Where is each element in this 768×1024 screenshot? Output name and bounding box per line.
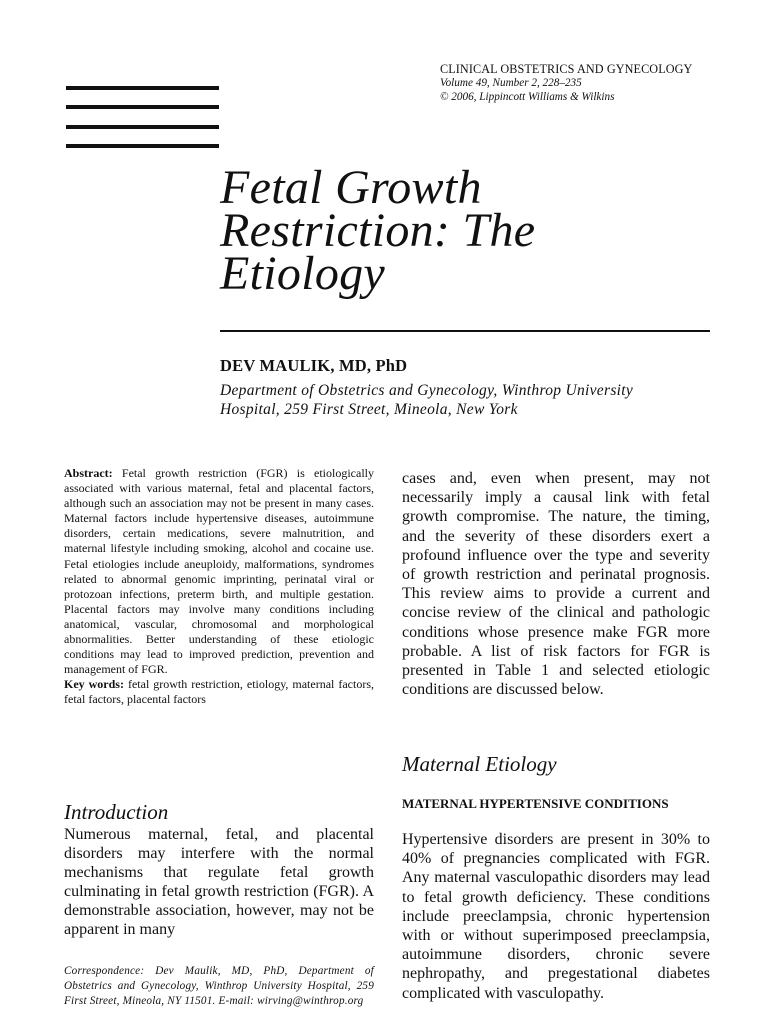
subsection-text: Hypertensive disorders are present in 30% to 40% of pregnancies complicated with FGR. Any maternal vasculopathic disorders may lead to fetal growth deficiency. These conditions include preeclampsia, chronic hypertension with or without superimposed preeclampsia, autoimmune disorders, chronic severe nephropathy, and pregestational diabetes complicated with vasculopathy.	[402, 831, 710, 1002]
abstract	[64, 466, 374, 708]
subsection-heading: MATERNAL HYPERTENSIVE CONDITIONS	[402, 796, 669, 811]
decorative-bar	[66, 86, 219, 90]
title-line: Etiology	[220, 247, 386, 300]
section-heading: Maternal Etiology	[402, 752, 557, 776]
author-affiliation	[220, 381, 720, 419]
continuation-text: cases and, even when present, may not necessarily imply a causal link with fetal growth compromise. The nature, the timing, and the severity of these disorders exert a profound influence over the type and severity of growth restriction and perinatal prognosis. This review aims to provide a current and concise review of the clinical and pathologic conditions whose presence make FGR more probable. A list of risk factors for FGR is presented in Table 1 and selected etiologic conditions are discussed below.	[402, 470, 710, 699]
decorative-bar	[66, 144, 219, 148]
abstract-label: Abstract:	[64, 466, 113, 480]
journal-volume: Volume 49, Number 2, 228–235	[440, 77, 582, 89]
affiliation-line: Department of Obstetrics and Gynecology, Winthrop University	[220, 382, 634, 399]
abstract-text: Fetal growth restriction (FGR) is etiologically associated with various maternal, fetal and placental factors, although such an association may not be present in many cases. Maternal factors include hypertensive diseases, autoimmune disorders, certain medications, severe malnutrition, and maternal lifestyle including smoking, alcohol and cocaine use. Fetal etiologies include aneuploidy, malformations, syndromes related to abnormal genomic imprinting, perinatal viral or protozoan infections, preterm birth, and multiple gestation. Placental factors may involve many conditions including anatomical, vascular, chromosomal and morphological abnormalities. Better understanding of these etiologic conditions may lead to improved prediction, prevention and management of FGR.	[64, 466, 374, 677]
introduction-text: Numerous maternal, fetal, and placental disorders may interfere with the normal mechanisms that regulate fetal growth culminating in fetal growth restriction (FGR). A demonstrable association, however, may not be apparent in many	[64, 826, 374, 938]
article-title	[220, 161, 720, 300]
journal-header	[440, 62, 740, 104]
journal-name: CLINICAL OBSTETRICS AND GYNECOLOGY	[440, 62, 693, 76]
keywords-text: fetal growth restriction, etiology, maternal factors, fetal factors, placental factors	[64, 677, 375, 707]
correspondence-note: Correspondence: Dev Maulik, MD, PhD, Department of Obstetrics and Gynecology, Winthrop University Hospital, 259 First Street, Mineola, NY 11501. E-mail: wirving@winthrop.org	[64, 965, 374, 1007]
title-line: Fetal Growth	[220, 161, 482, 214]
journal-copyright: © 2006, Lippincott Williams & Wilkins	[440, 91, 615, 103]
decorative-bar	[66, 125, 219, 129]
author-name: DEV MAULIK, MD, PhD	[220, 356, 408, 375]
introduction-heading: Introduction	[64, 800, 169, 824]
title-rule	[220, 330, 710, 332]
keywords-label: Key words:	[64, 677, 124, 692]
decorative-bar	[66, 105, 219, 109]
title-line: Restriction: The	[220, 204, 536, 257]
affiliation-line: Hospital, 259 First Street, Mineola, New York	[220, 401, 518, 418]
